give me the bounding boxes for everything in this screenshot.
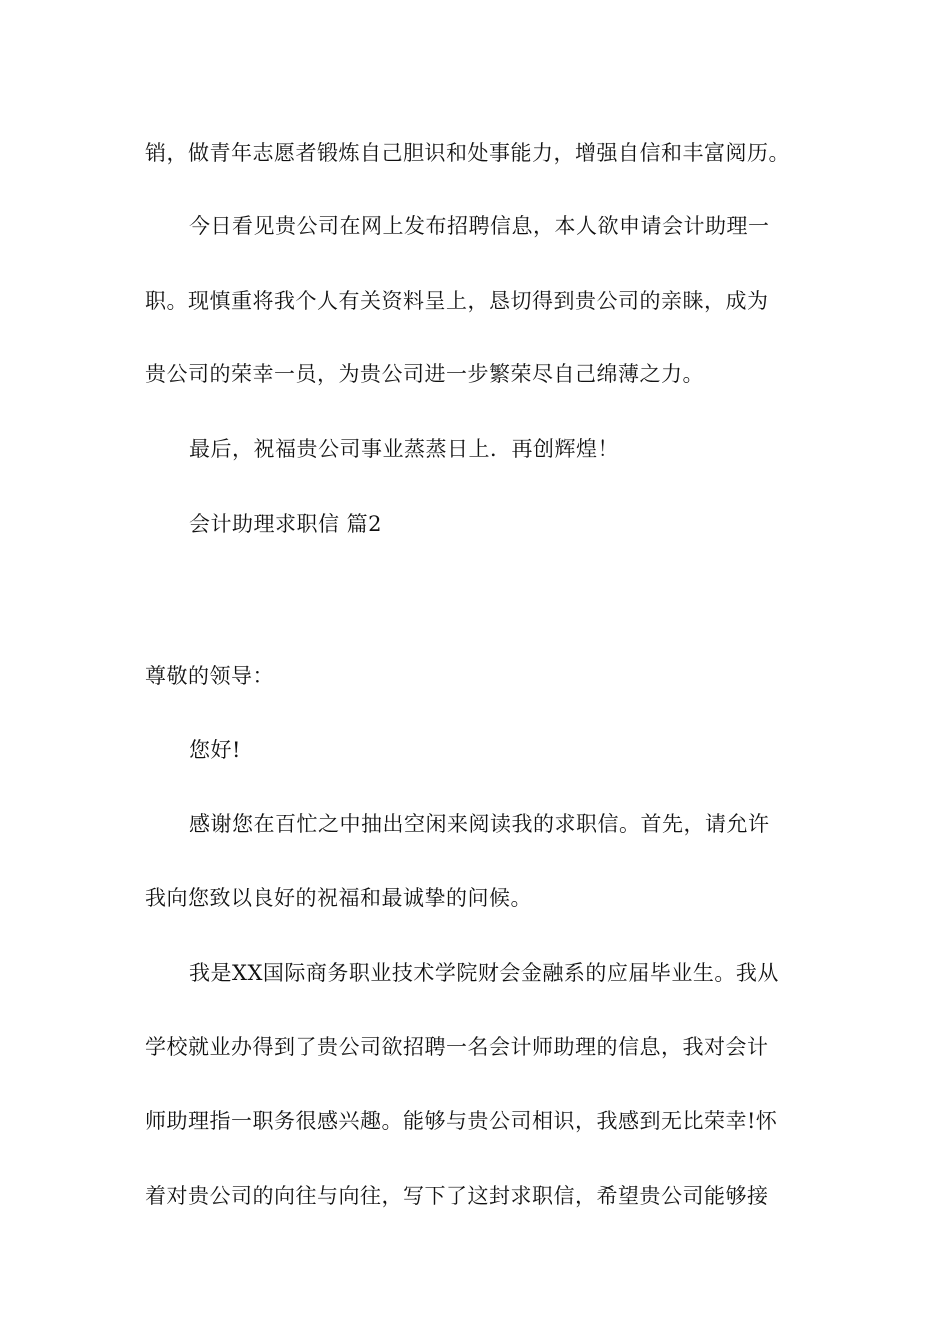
text-line-2: 今日看见贵公司在网上发布招聘信息，本人欲申请会计助理一 (189, 214, 770, 238)
text-line-3: 职。现慎重将我个人有关资料呈上，恳切得到贵公司的亲睐，成为 (145, 289, 769, 313)
text-line-10: 我向您致以良好的祝福和最诚挚的问候。 (145, 886, 532, 910)
text-line-14: 着对贵公司的向往与向往，写下了这封求职信，希望贵公司能够接 (145, 1184, 769, 1208)
text-line-12: 学校就业办得到了贵公司欲招聘一名会计师助理的信息，我对会计 (145, 1035, 769, 1059)
salutation: 尊敬的领导： (145, 664, 274, 688)
text-line-9: 感谢您在百忙之中抽出空闲来阅读我的求职信。首先，请允许 (189, 812, 770, 836)
text-line-1: 销，做青年志愿者锻炼自己胆识和处事能力，增强自信和丰富阅历。 (145, 141, 790, 165)
text-line-13: 师助理指一职务很感兴趣。能够与贵公司相识，我感到无比荣幸!怀 (145, 1109, 778, 1133)
text-line-5: 最后，祝福贵公司事业蒸蒸日上．再创辉煌！ (189, 437, 619, 461)
text-line-11: 我是XX国际商务职业技术学院财会金融系的应届毕业生。我从 (189, 961, 779, 985)
text-line-4: 贵公司的荣幸一员，为贵公司进一步繁荣尽自己绵薄之力。 (145, 362, 704, 386)
section-heading: 会计助理求职信 篇2 (189, 512, 383, 536)
greeting: 您好! (189, 738, 241, 762)
